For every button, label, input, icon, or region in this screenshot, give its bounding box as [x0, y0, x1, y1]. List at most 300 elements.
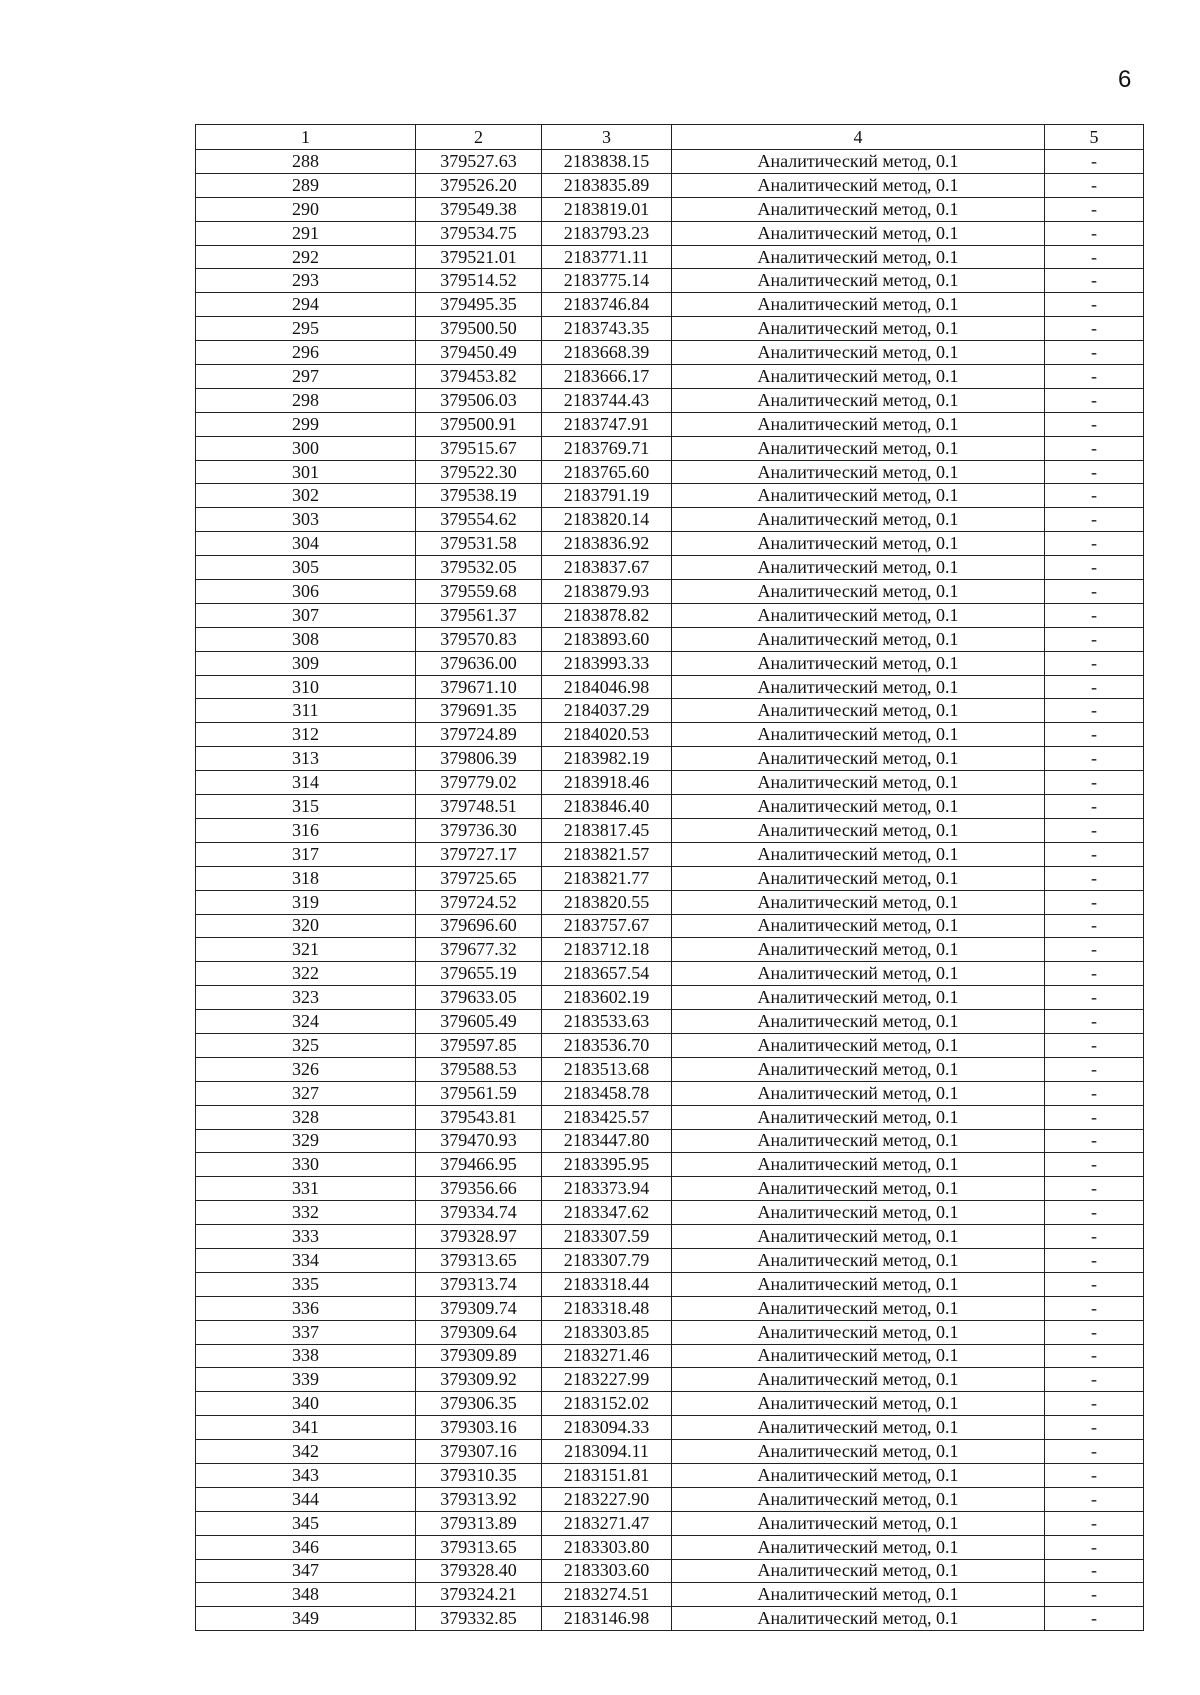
y-coordinate-cell: 2183712.18 — [542, 938, 672, 962]
method-cell: Аналитический метод, 0.1 — [672, 1105, 1045, 1129]
y-coordinate-cell: 2183746.84 — [542, 293, 672, 317]
x-coordinate-cell: 379307.16 — [416, 1440, 542, 1464]
table-row — [196, 627, 1144, 651]
y-coordinate-cell: 2183820.55 — [542, 890, 672, 914]
x-coordinate-cell: 379328.97 — [416, 1225, 542, 1249]
x-coordinate-cell: 379527.63 — [416, 150, 542, 174]
x-coordinate-cell: 379526.20 — [416, 173, 542, 197]
note-cell: - — [1045, 1296, 1144, 1320]
note-cell: - — [1045, 1559, 1144, 1583]
note-cell: - — [1045, 269, 1144, 293]
x-coordinate-cell: 379521.01 — [416, 245, 542, 269]
table-row — [196, 747, 1144, 771]
method-cell: Аналитический метод, 0.1 — [672, 460, 1045, 484]
y-coordinate-cell: 2183318.48 — [542, 1296, 672, 1320]
note-cell: - — [1045, 890, 1144, 914]
method-cell: Аналитический метод, 0.1 — [672, 1153, 1045, 1177]
method-cell: Аналитический метод, 0.1 — [672, 1201, 1045, 1225]
method-cell: Аналитический метод, 0.1 — [672, 962, 1045, 986]
x-coordinate-cell: 379500.91 — [416, 412, 542, 436]
y-coordinate-cell: 2183227.99 — [542, 1368, 672, 1392]
x-coordinate-cell: 379313.74 — [416, 1272, 542, 1296]
y-coordinate-cell: 2183757.67 — [542, 914, 672, 938]
x-coordinate-cell: 379324.21 — [416, 1583, 542, 1607]
point-number-cell: 303 — [196, 508, 416, 532]
x-coordinate-cell: 379725.65 — [416, 866, 542, 890]
point-number-cell: 320 — [196, 914, 416, 938]
note-cell: - — [1045, 173, 1144, 197]
x-coordinate-cell: 379356.66 — [416, 1177, 542, 1201]
note-cell: - — [1045, 1057, 1144, 1081]
point-number-cell: 300 — [196, 436, 416, 460]
method-cell: Аналитический метод, 0.1 — [672, 150, 1045, 174]
y-coordinate-cell: 2183775.14 — [542, 269, 672, 293]
point-number-cell: 341 — [196, 1416, 416, 1440]
point-number-cell: 332 — [196, 1201, 416, 1225]
note-cell: - — [1045, 1010, 1144, 1034]
point-number-cell: 302 — [196, 484, 416, 508]
x-coordinate-cell: 379605.49 — [416, 1010, 542, 1034]
method-cell: Аналитический метод, 0.1 — [672, 508, 1045, 532]
note-cell: - — [1045, 866, 1144, 890]
point-number-cell: 291 — [196, 221, 416, 245]
y-coordinate-cell: 2183743.35 — [542, 317, 672, 341]
x-coordinate-cell: 379779.02 — [416, 771, 542, 795]
note-cell: - — [1045, 1105, 1144, 1129]
method-cell: Аналитический метод, 0.1 — [672, 1416, 1045, 1440]
table-row — [196, 1296, 1144, 1320]
table-row — [196, 388, 1144, 412]
x-coordinate-cell: 379636.00 — [416, 651, 542, 675]
note-cell: - — [1045, 747, 1144, 771]
table-row — [196, 317, 1144, 341]
table-row — [196, 580, 1144, 604]
point-number-cell: 295 — [196, 317, 416, 341]
x-coordinate-cell: 379500.50 — [416, 317, 542, 341]
point-number-cell: 308 — [196, 627, 416, 651]
table-row — [196, 914, 1144, 938]
table-row — [196, 1153, 1144, 1177]
y-coordinate-cell: 2183271.46 — [542, 1344, 672, 1368]
y-coordinate-cell: 2184020.53 — [542, 723, 672, 747]
table-row — [196, 938, 1144, 962]
x-coordinate-cell: 379466.95 — [416, 1153, 542, 1177]
method-cell: Аналитический метод, 0.1 — [672, 842, 1045, 866]
method-cell: Аналитический метод, 0.1 — [672, 221, 1045, 245]
method-cell: Аналитический метод, 0.1 — [672, 556, 1045, 580]
point-number-cell: 322 — [196, 962, 416, 986]
point-number-cell: 310 — [196, 675, 416, 699]
table-row — [196, 197, 1144, 221]
note-cell: - — [1045, 1583, 1144, 1607]
y-coordinate-cell: 2183817.45 — [542, 818, 672, 842]
y-coordinate-cell: 2183271.47 — [542, 1511, 672, 1535]
y-coordinate-cell: 2183879.93 — [542, 580, 672, 604]
table-row — [196, 1105, 1144, 1129]
table-row — [196, 293, 1144, 317]
point-number-cell: 312 — [196, 723, 416, 747]
note-cell: - — [1045, 675, 1144, 699]
point-number-cell: 306 — [196, 580, 416, 604]
note-cell: - — [1045, 460, 1144, 484]
note-cell: - — [1045, 556, 1144, 580]
table-row — [196, 1392, 1144, 1416]
y-coordinate-cell: 2183821.77 — [542, 866, 672, 890]
note-cell: - — [1045, 1225, 1144, 1249]
column-header: 3 — [542, 125, 672, 150]
x-coordinate-cell: 379303.16 — [416, 1416, 542, 1440]
y-coordinate-cell: 2183513.68 — [542, 1057, 672, 1081]
method-cell: Аналитический метод, 0.1 — [672, 341, 1045, 365]
table-row — [196, 1344, 1144, 1368]
y-coordinate-cell: 2183821.57 — [542, 842, 672, 866]
x-coordinate-cell: 379515.67 — [416, 436, 542, 460]
y-coordinate-cell: 2183533.63 — [542, 1010, 672, 1034]
method-cell: Аналитический метод, 0.1 — [672, 1463, 1045, 1487]
point-number-cell: 334 — [196, 1248, 416, 1272]
method-cell: Аналитический метод, 0.1 — [672, 317, 1045, 341]
note-cell: - — [1045, 938, 1144, 962]
note-cell: - — [1045, 603, 1144, 627]
point-number-cell: 321 — [196, 938, 416, 962]
x-coordinate-cell: 379514.52 — [416, 269, 542, 293]
note-cell: - — [1045, 1177, 1144, 1201]
method-cell: Аналитический метод, 0.1 — [672, 1487, 1045, 1511]
x-coordinate-cell: 379597.85 — [416, 1033, 542, 1057]
y-coordinate-cell: 2183094.11 — [542, 1440, 672, 1464]
method-cell: Аналитический метод, 0.1 — [672, 1296, 1045, 1320]
method-cell: Аналитический метод, 0.1 — [672, 866, 1045, 890]
y-coordinate-cell: 2183837.67 — [542, 556, 672, 580]
point-number-cell: 314 — [196, 771, 416, 795]
y-coordinate-cell: 2183744.43 — [542, 388, 672, 412]
table-row — [196, 1487, 1144, 1511]
x-coordinate-cell: 379522.30 — [416, 460, 542, 484]
x-coordinate-cell: 379691.35 — [416, 699, 542, 723]
y-coordinate-cell: 2183146.98 — [542, 1607, 672, 1631]
y-coordinate-cell: 2183151.81 — [542, 1463, 672, 1487]
note-cell: - — [1045, 914, 1144, 938]
point-number-cell: 333 — [196, 1225, 416, 1249]
method-cell: Аналитический метод, 0.1 — [672, 412, 1045, 436]
note-cell: - — [1045, 771, 1144, 795]
note-cell: - — [1045, 1440, 1144, 1464]
point-number-cell: 299 — [196, 412, 416, 436]
table-row — [196, 484, 1144, 508]
y-coordinate-cell: 2183347.62 — [542, 1201, 672, 1225]
y-coordinate-cell: 2183846.40 — [542, 795, 672, 819]
point-number-cell: 339 — [196, 1368, 416, 1392]
note-cell: - — [1045, 1463, 1144, 1487]
point-number-cell: 318 — [196, 866, 416, 890]
point-number-cell: 325 — [196, 1033, 416, 1057]
table-body — [196, 150, 1144, 1631]
x-coordinate-cell: 379309.64 — [416, 1320, 542, 1344]
table-row — [196, 1081, 1144, 1105]
y-coordinate-cell: 2183765.60 — [542, 460, 672, 484]
method-cell: Аналитический метод, 0.1 — [672, 771, 1045, 795]
table-row — [196, 675, 1144, 699]
table-row — [196, 1535, 1144, 1559]
point-number-cell: 296 — [196, 341, 416, 365]
point-number-cell: 337 — [196, 1320, 416, 1344]
note-cell: - — [1045, 532, 1144, 556]
column-header: 5 — [1045, 125, 1144, 150]
table-row — [196, 1057, 1144, 1081]
point-number-cell: 305 — [196, 556, 416, 580]
y-coordinate-cell: 2183769.71 — [542, 436, 672, 460]
note-cell: - — [1045, 1607, 1144, 1631]
note-cell: - — [1045, 412, 1144, 436]
x-coordinate-cell: 379309.92 — [416, 1368, 542, 1392]
note-cell: - — [1045, 341, 1144, 365]
point-number-cell: 290 — [196, 197, 416, 221]
x-coordinate-cell: 379561.37 — [416, 603, 542, 627]
point-number-cell: 348 — [196, 1583, 416, 1607]
note-cell: - — [1045, 1201, 1144, 1225]
note-cell: - — [1045, 484, 1144, 508]
method-cell: Аналитический метод, 0.1 — [672, 245, 1045, 269]
note-cell: - — [1045, 197, 1144, 221]
y-coordinate-cell: 2183152.02 — [542, 1392, 672, 1416]
table-row — [196, 1607, 1144, 1631]
table-row — [196, 221, 1144, 245]
x-coordinate-cell: 379534.75 — [416, 221, 542, 245]
note-cell: - — [1045, 436, 1144, 460]
note-cell: - — [1045, 1416, 1144, 1440]
x-coordinate-cell: 379570.83 — [416, 627, 542, 651]
x-coordinate-cell: 379313.92 — [416, 1487, 542, 1511]
x-coordinate-cell: 379677.32 — [416, 938, 542, 962]
x-coordinate-cell: 379453.82 — [416, 365, 542, 389]
table-row — [196, 245, 1144, 269]
x-coordinate-cell: 379309.89 — [416, 1344, 542, 1368]
x-coordinate-cell: 379506.03 — [416, 388, 542, 412]
x-coordinate-cell: 379313.89 — [416, 1511, 542, 1535]
y-coordinate-cell: 2183395.95 — [542, 1153, 672, 1177]
x-coordinate-cell: 379313.65 — [416, 1535, 542, 1559]
x-coordinate-cell: 379724.52 — [416, 890, 542, 914]
note-cell: - — [1045, 1511, 1144, 1535]
y-coordinate-cell: 2183771.11 — [542, 245, 672, 269]
column-header: 1 — [196, 125, 416, 150]
y-coordinate-cell: 2183893.60 — [542, 627, 672, 651]
x-coordinate-cell: 379531.58 — [416, 532, 542, 556]
x-coordinate-cell: 379633.05 — [416, 986, 542, 1010]
x-coordinate-cell: 379736.30 — [416, 818, 542, 842]
x-coordinate-cell: 379696.60 — [416, 914, 542, 938]
y-coordinate-cell: 2183993.33 — [542, 651, 672, 675]
y-coordinate-cell: 2183303.85 — [542, 1320, 672, 1344]
header-row — [196, 125, 1144, 150]
method-cell: Аналитический метод, 0.1 — [672, 1272, 1045, 1296]
y-coordinate-cell: 2183747.91 — [542, 412, 672, 436]
y-coordinate-cell: 2183447.80 — [542, 1129, 672, 1153]
y-coordinate-cell: 2183303.60 — [542, 1559, 672, 1583]
method-cell: Аналитический метод, 0.1 — [672, 1248, 1045, 1272]
note-cell: - — [1045, 699, 1144, 723]
method-cell: Аналитический метод, 0.1 — [672, 1033, 1045, 1057]
x-coordinate-cell: 379748.51 — [416, 795, 542, 819]
table-row — [196, 532, 1144, 556]
method-cell: Аналитический метод, 0.1 — [672, 173, 1045, 197]
note-cell: - — [1045, 1320, 1144, 1344]
table-row — [196, 412, 1144, 436]
y-coordinate-cell: 2183835.89 — [542, 173, 672, 197]
table-row — [196, 1129, 1144, 1153]
method-cell: Аналитический метод, 0.1 — [672, 1344, 1045, 1368]
note-cell: - — [1045, 580, 1144, 604]
point-number-cell: 313 — [196, 747, 416, 771]
y-coordinate-cell: 2183982.19 — [542, 747, 672, 771]
point-number-cell: 329 — [196, 1129, 416, 1153]
x-coordinate-cell: 379306.35 — [416, 1392, 542, 1416]
point-number-cell: 347 — [196, 1559, 416, 1583]
y-coordinate-cell: 2183303.80 — [542, 1535, 672, 1559]
method-cell: Аналитический метод, 0.1 — [672, 580, 1045, 604]
point-number-cell: 293 — [196, 269, 416, 293]
y-coordinate-cell: 2183666.17 — [542, 365, 672, 389]
point-number-cell: 327 — [196, 1081, 416, 1105]
method-cell: Аналитический метод, 0.1 — [672, 436, 1045, 460]
point-number-cell: 298 — [196, 388, 416, 412]
point-number-cell: 315 — [196, 795, 416, 819]
y-coordinate-cell: 2183657.54 — [542, 962, 672, 986]
y-coordinate-cell: 2183094.33 — [542, 1416, 672, 1440]
table-row — [196, 269, 1144, 293]
table-row — [196, 1248, 1144, 1272]
point-number-cell: 316 — [196, 818, 416, 842]
method-cell: Аналитический метод, 0.1 — [672, 1320, 1045, 1344]
point-number-cell: 297 — [196, 365, 416, 389]
table-row — [196, 1463, 1144, 1487]
x-coordinate-cell: 379588.53 — [416, 1057, 542, 1081]
table-row — [196, 795, 1144, 819]
table-row — [196, 173, 1144, 197]
point-number-cell: 317 — [196, 842, 416, 866]
method-cell: Аналитический метод, 0.1 — [672, 532, 1045, 556]
method-cell: Аналитический метод, 0.1 — [672, 914, 1045, 938]
y-coordinate-cell: 2183458.78 — [542, 1081, 672, 1105]
y-coordinate-cell: 2183373.94 — [542, 1177, 672, 1201]
note-cell: - — [1045, 508, 1144, 532]
point-number-cell: 292 — [196, 245, 416, 269]
y-coordinate-cell: 2183307.59 — [542, 1225, 672, 1249]
point-number-cell: 309 — [196, 651, 416, 675]
point-number-cell: 311 — [196, 699, 416, 723]
y-coordinate-cell: 2184037.29 — [542, 699, 672, 723]
table-row — [196, 1201, 1144, 1225]
note-cell: - — [1045, 1487, 1144, 1511]
note-cell: - — [1045, 1272, 1144, 1296]
y-coordinate-cell: 2183878.82 — [542, 603, 672, 627]
method-cell: Аналитический метод, 0.1 — [672, 1559, 1045, 1583]
table-row — [196, 771, 1144, 795]
note-cell: - — [1045, 795, 1144, 819]
note-cell: - — [1045, 150, 1144, 174]
method-cell: Аналитический метод, 0.1 — [672, 197, 1045, 221]
x-coordinate-cell: 379655.19 — [416, 962, 542, 986]
table-row — [196, 1033, 1144, 1057]
method-cell: Аналитический метод, 0.1 — [672, 269, 1045, 293]
x-coordinate-cell: 379543.81 — [416, 1105, 542, 1129]
method-cell: Аналитический метод, 0.1 — [672, 603, 1045, 627]
method-cell: Аналитический метод, 0.1 — [672, 1225, 1045, 1249]
y-coordinate-cell: 2184046.98 — [542, 675, 672, 699]
table-row — [196, 1511, 1144, 1535]
method-cell: Аналитический метод, 0.1 — [672, 1440, 1045, 1464]
method-cell: Аналитический метод, 0.1 — [672, 1583, 1045, 1607]
note-cell: - — [1045, 842, 1144, 866]
note-cell: - — [1045, 1153, 1144, 1177]
y-coordinate-cell: 2183668.39 — [542, 341, 672, 365]
table-row — [196, 1320, 1144, 1344]
table-row — [196, 842, 1144, 866]
x-coordinate-cell: 379470.93 — [416, 1129, 542, 1153]
x-coordinate-cell: 379332.85 — [416, 1607, 542, 1631]
note-cell: - — [1045, 317, 1144, 341]
table-row — [196, 1010, 1144, 1034]
table-row — [196, 436, 1144, 460]
method-cell: Аналитический метод, 0.1 — [672, 795, 1045, 819]
y-coordinate-cell: 2183307.79 — [542, 1248, 672, 1272]
y-coordinate-cell: 2183820.14 — [542, 508, 672, 532]
method-cell: Аналитический метод, 0.1 — [672, 388, 1045, 412]
note-cell: - — [1045, 1081, 1144, 1105]
point-number-cell: 326 — [196, 1057, 416, 1081]
table-row — [196, 150, 1144, 174]
table-row — [196, 365, 1144, 389]
table-row — [196, 1440, 1144, 1464]
coordinates-table — [195, 124, 1144, 1631]
x-coordinate-cell: 379310.35 — [416, 1463, 542, 1487]
note-cell: - — [1045, 986, 1144, 1010]
table-row — [196, 556, 1144, 580]
x-coordinate-cell: 379549.38 — [416, 197, 542, 221]
method-cell: Аналитический метод, 0.1 — [672, 747, 1045, 771]
note-cell: - — [1045, 221, 1144, 245]
note-cell: - — [1045, 293, 1144, 317]
y-coordinate-cell: 2183425.57 — [542, 1105, 672, 1129]
y-coordinate-cell: 2183918.46 — [542, 771, 672, 795]
x-coordinate-cell: 379727.17 — [416, 842, 542, 866]
point-number-cell: 345 — [196, 1511, 416, 1535]
point-number-cell: 307 — [196, 603, 416, 627]
table-row — [196, 651, 1144, 675]
method-cell: Аналитический метод, 0.1 — [672, 1511, 1045, 1535]
note-cell: - — [1045, 1344, 1144, 1368]
point-number-cell: 342 — [196, 1440, 416, 1464]
method-cell: Аналитический метод, 0.1 — [672, 365, 1045, 389]
x-coordinate-cell: 379495.35 — [416, 293, 542, 317]
point-number-cell: 330 — [196, 1153, 416, 1177]
table-row — [196, 1559, 1144, 1583]
point-number-cell: 323 — [196, 986, 416, 1010]
y-coordinate-cell: 2183227.90 — [542, 1487, 672, 1511]
table-row — [196, 1177, 1144, 1201]
point-number-cell: 319 — [196, 890, 416, 914]
column-header: 4 — [672, 125, 1045, 150]
table-row — [196, 818, 1144, 842]
point-number-cell: 349 — [196, 1607, 416, 1631]
note-cell: - — [1045, 962, 1144, 986]
method-cell: Аналитический метод, 0.1 — [672, 723, 1045, 747]
method-cell: Аналитический метод, 0.1 — [672, 1010, 1045, 1034]
x-coordinate-cell: 379538.19 — [416, 484, 542, 508]
x-coordinate-cell: 379559.68 — [416, 580, 542, 604]
point-number-cell: 335 — [196, 1272, 416, 1296]
point-number-cell: 340 — [196, 1392, 416, 1416]
